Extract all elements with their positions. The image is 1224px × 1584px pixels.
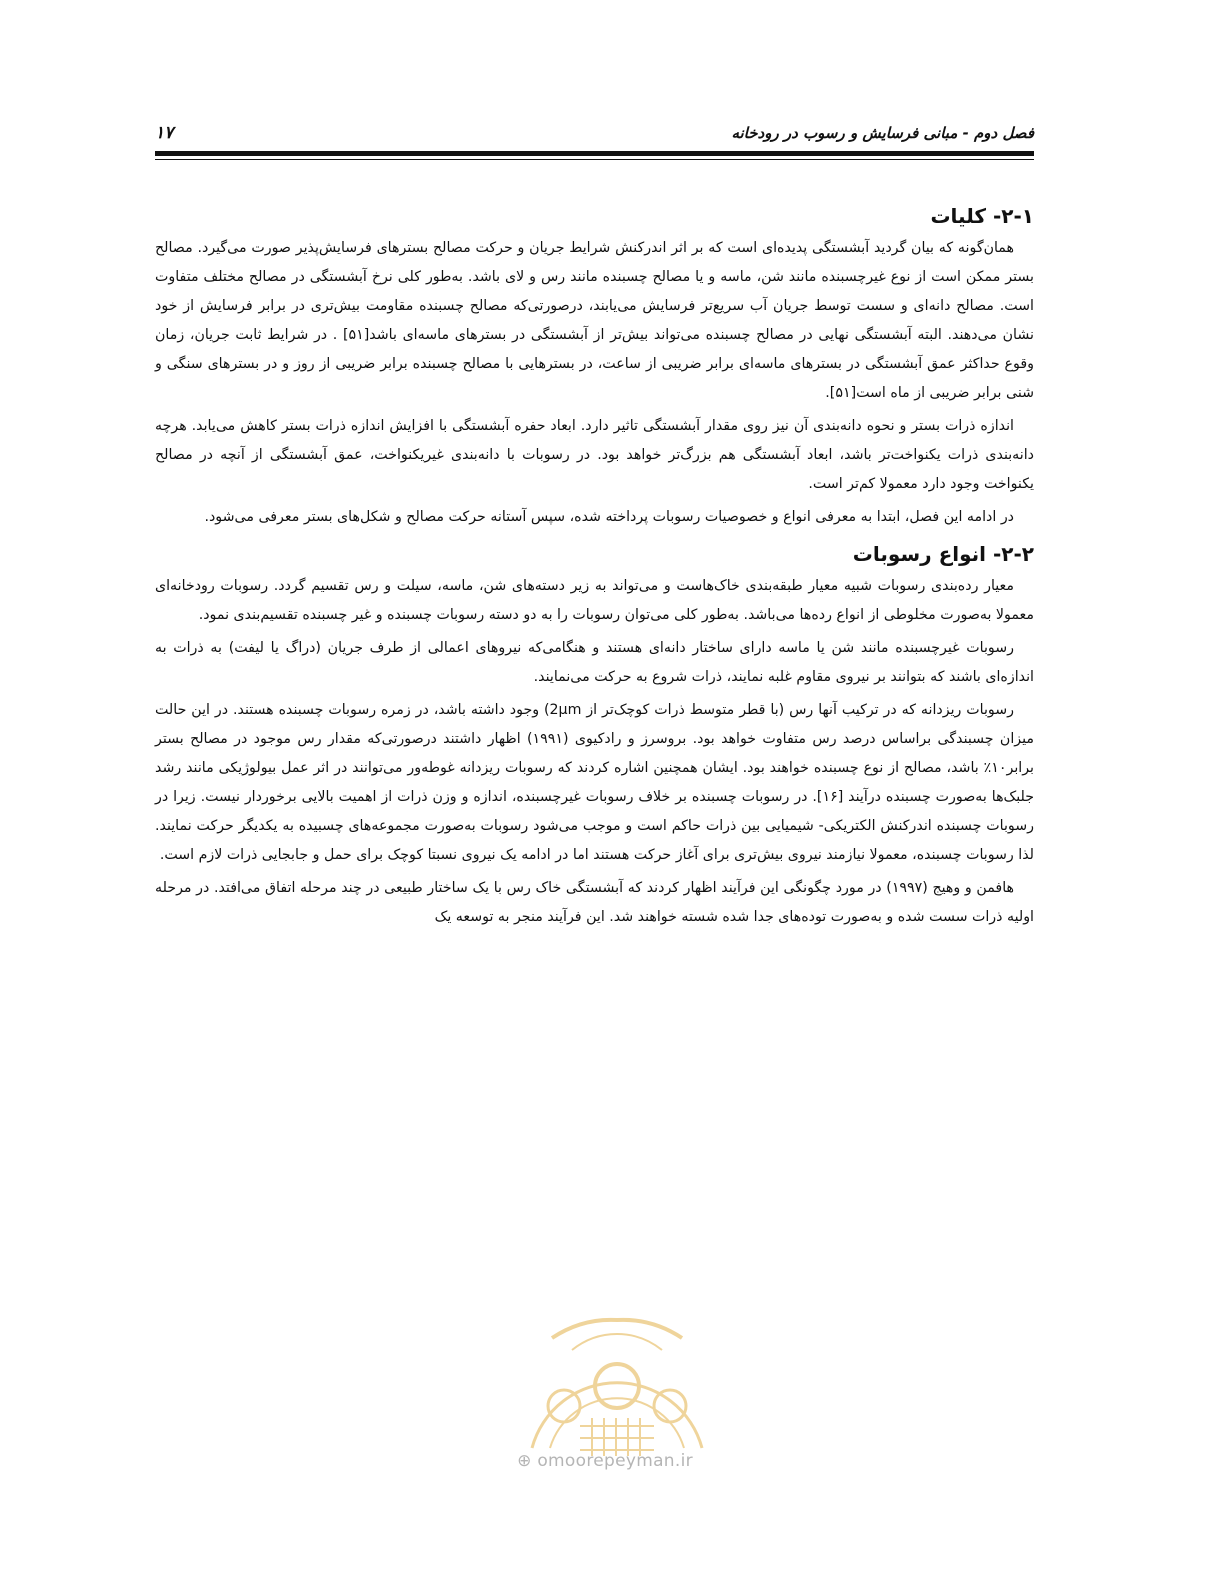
paragraph: هافمن و وهیج (۱۹۹۷) در مورد چگونگی این فرآیند اظهار کردند که آبشستگی خاک رس با یک ساختار طبیعی در چند مرحله اتفاق می‌افتد. در مرحله اولیه ذرات سست شده و به‌صورت توده‌های جدا شده شسته خواهند شد. این فرآیند منجر به توسعه یک [155, 880, 1034, 925]
header-rule-thin [155, 159, 1034, 160]
paragraph: همان‌گونه که بیان گردید آبشستگی پدیده‌ای است که بر اثر اندرکنش شرایط جریان و حرکت مصالح بسترهای فرسایش‌پذیر صورت می‌گیرد. مصالح بستر ممکن است از نوع غیرچسبنده مانند شن، ماسه و یا مصالح چسبنده مانند رس و لای باشد. به‌طور کلی نرخ آبشستگی در مصالح مختلف متفاوت است. مصالح دانه‌ای و سست توسط جریان آب سریع‌تر فرسایش می‌یابند، درصورتی‌که مصالح چسبنده مقاومت بیش‌تری در برابر فرسایش از خود نشان می‌دهند. البته آبشستگی نهایی در مصالح چسبنده می‌تواند بیش‌تر از آبشستگی در بسترهای ماسه‌ای باشد[۵۱] . در شرایط ثابت جریان، زمان وقوع حداکثر عمق آبشستگی در بسترهای ماسه‌ای برابر ضریبی از ساعت، در بسترهایی با مصالح چسبنده برابر ضریبی از روز و در بسترهای سنگی و شنی برابر ضریبی از ماه است[۵۱]. [155, 240, 1034, 401]
paragraph: رسوبات ریزدانه که در ترکیب آنها رس (با قطر متوسط ذرات کوچک‌تر از 2μm) وجود داشته باشد، در زمره رسوبات چسبنده هستند. در این حالت میزان چسبندگی براساس درصد رس متفاوت خواهد بود. بروسرز و رادکیوی (۱۹۹۱) اظهار داشتند درصورتی‌که مقدار رس موجود در مصالح بستر برابر۱۰٪ باشد، مصالح از نوع چسبنده خواهند بود. ایشان همچنین اشاره کردند که رسوبات ریزدانه غوطه‌ور می‌توانند در اثر عمل بیولوژیکی مانند رشد جلبک‌ها به‌صورت چسبنده درآیند [۱۶]. در رسوبات چسبنده بر خلاف رسوبات غیرچسبنده، اندازه و وزن ذرات از اهمیت بالایی برخوردار نیست. زیرا در رسوبات چسبنده اندرکنش الکتریکی- شیمیایی بین ذرات حاکم است و موجب می‌شود رسوبات به‌صورت مجموعه‌های چسبیده به یکدیگر حرکت نمایند. لذا رسوبات چسبنده، معمولا نیازمند نیروی بیش‌تری برای آغاز حرکت هستند اما در ادامه یک نیروی نسبتا کوچک برای حمل و جابجایی ذرات لازم است. [155, 702, 1034, 863]
paragraph: معیار رده‌بندی رسوبات شبیه معیار طبقه‌بندی خاک‌هاست و می‌تواند به زیر دسته‌های شن، ماسه، سیلت و رس تقسیم گردد. رسوبات رودخانه‌ای معمولا به‌صورت مخلوطی از انواع رده‌ها می‌باشد. به‌طور کلی می‌توان رسوبات را به دو دسته رسوبات چسبنده و غیر چسبنده تقسیم‌بندی نمود. [155, 578, 1034, 623]
page-number: ۱۷ [155, 123, 174, 143]
paragraph: در ادامه این فصل، ابتدا به معرفی انواع و خصوصیات رسوبات پرداخته شده، سپس آستانه حرکت مصالح و شکل‌های بستر معرفی می‌شود. [204, 509, 1014, 525]
watermark-url-text: omoorepeyman.ir [537, 1451, 693, 1471]
watermark-logo [492, 1298, 742, 1458]
globe-icon: ⊕ [517, 1451, 532, 1471]
page-body [155, 198, 1034, 936]
paragraph: اندازه ذرات بستر و نحوه دانه‌بندی آن نیز روی مقدار آبشستگی تاثیر دارد. ابعاد حفره آبشستگی با افزایش اندازه ذرات بستر کاهش می‌یابد. هرچه دانه‌بندی ذرات یکنواخت‌تر باشد، ابعاد آبشستگی هم بزرگ‌تر خواهد بود. در رسوبات با دانه‌بندی غیریکنواخت، عمق آبشستگی از آنچه در مصالح یکنواخت وجود دارد معمولا کم‌تر است. [155, 418, 1034, 492]
section-heading-general: ۲-۱- کلیات [930, 204, 1034, 228]
paragraph: رسوبات غیرچسبنده مانند شن یا ماسه دارای ساختار دانه‌ای هستند و هنگامی‌که نیروهای اعمالی از طرف جریان (دراگ یا لیفت) به ذرات به اندازه‌ای باشند که بتوانند بر نیروی مقاوم غلبه نمایند، ذرات شروع به حرکت می‌نمایند. [155, 640, 1034, 685]
running-title: فصل دوم - مبانی فرسایش و رسوب در رودخانه [731, 124, 1034, 142]
header-rule [155, 151, 1034, 156]
running-header [155, 118, 1034, 148]
watermark-url [500, 1451, 710, 1471]
section-heading-sediment-types: ۲-۲- انواع رسوبات [852, 542, 1034, 566]
